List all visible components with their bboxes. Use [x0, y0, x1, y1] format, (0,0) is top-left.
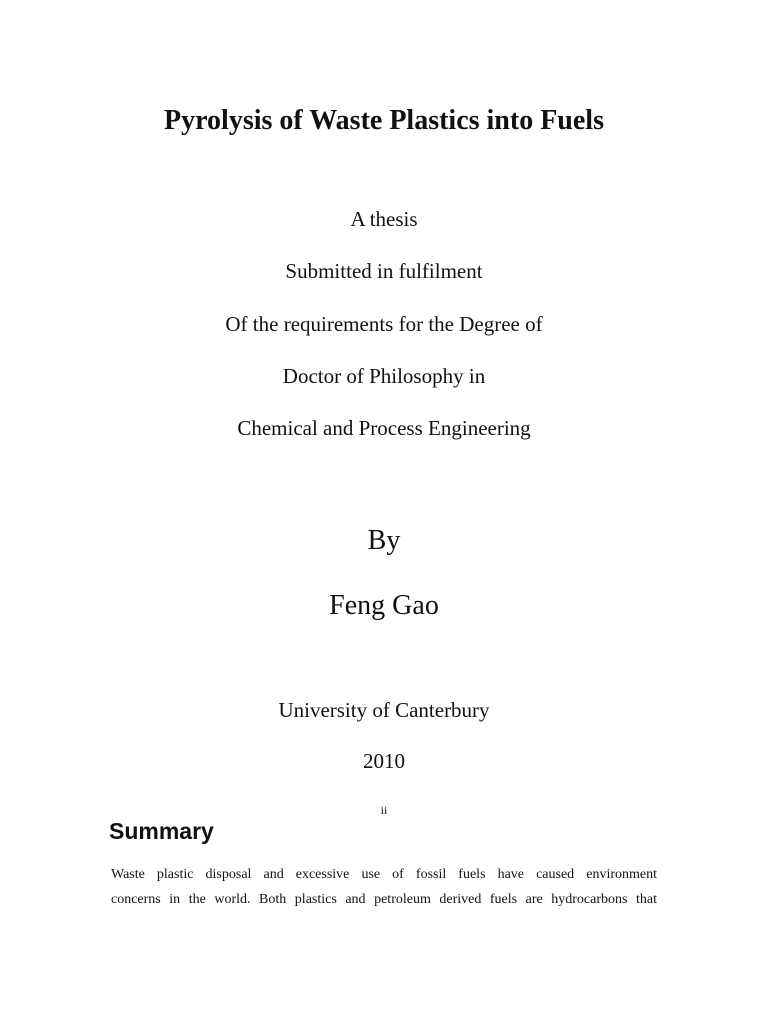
- institution-name: University of Canterbury: [278, 698, 490, 722]
- field-line: Chemical and Process Engineering: [237, 416, 531, 440]
- thesis-title: Pyrolysis of Waste Plastics into Fuels: [164, 105, 604, 136]
- author-name: Feng Gao: [329, 590, 439, 621]
- by-label: By: [367, 525, 401, 556]
- page-number: ii: [380, 803, 388, 817]
- requirements-line: Of the requirements for the Degree of: [225, 312, 543, 336]
- summary-line-2: concerns in the world. Both plastics and petroleum derived fuels are hydrocarbons that: [111, 893, 657, 907]
- thesis-type-line: A thesis: [350, 207, 418, 231]
- submission-line: Submitted in fulfilment: [285, 259, 483, 283]
- degree-line: Doctor of Philosophy in: [282, 364, 486, 388]
- submission-year: 2010: [363, 749, 405, 773]
- summary-line-1: Waste plastic disposal and excessive use of fossil fuels have caused environment: [111, 868, 657, 882]
- summary-heading: Summary: [109, 818, 214, 844]
